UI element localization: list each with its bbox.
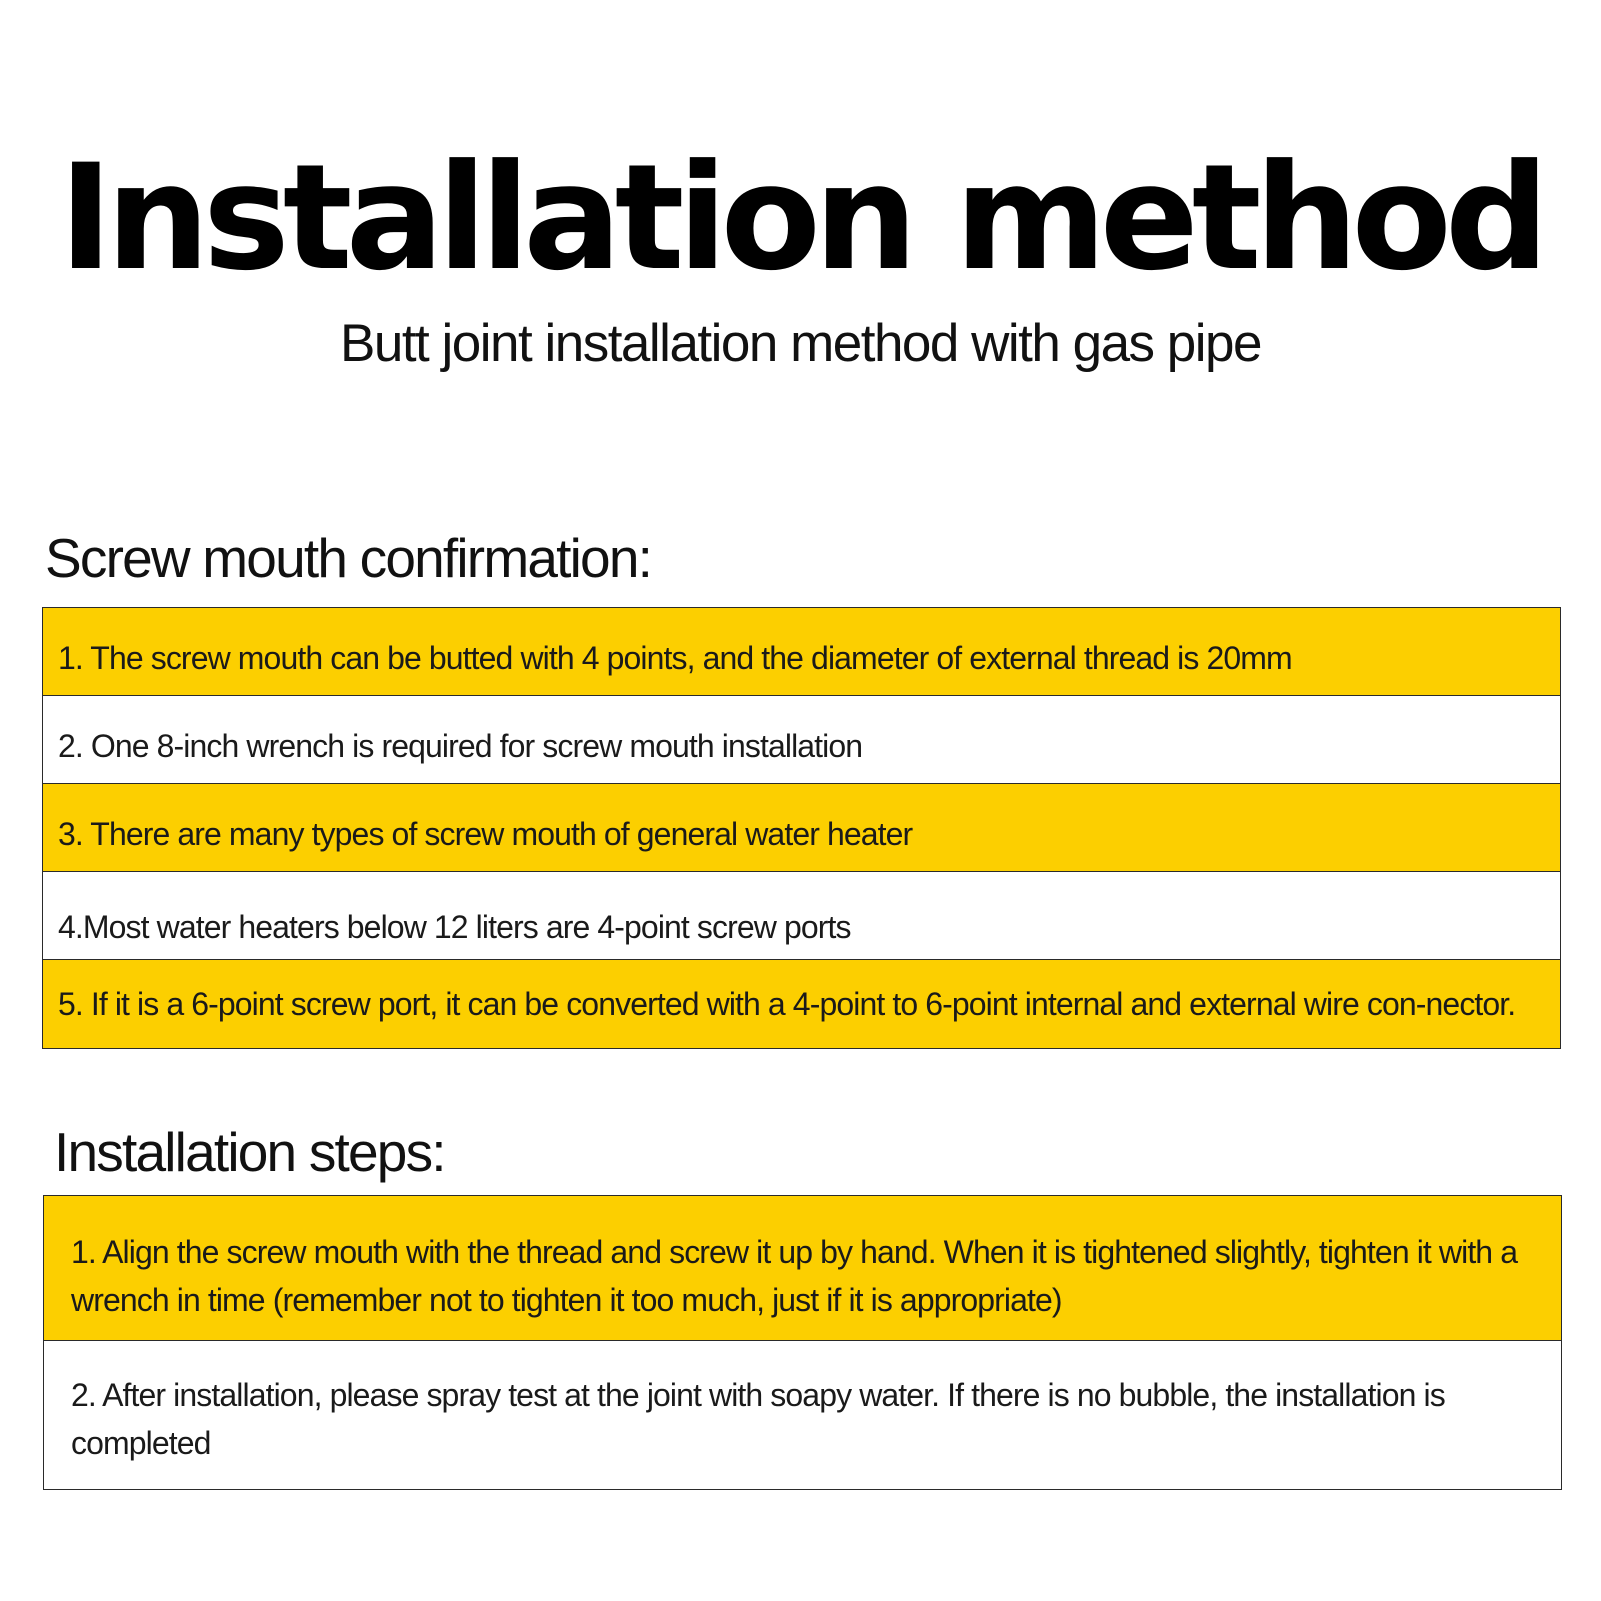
screw-mouth-item-2: 2. One 8-inch wrench is required for screw mouth installation — [43, 696, 1560, 784]
page-subtitle: Butt joint installation method with gas pipe — [340, 314, 1261, 373]
screw-mouth-item-5: 5. If it is a 6-point screw port, it can be converted with a 4-point to 6-point internal and external wire con-nector. — [43, 960, 1560, 1048]
installation-steps-table — [43, 1195, 1562, 1490]
page-title: Installation method — [58, 133, 1543, 303]
screw-mouth-heading: Screw mouth confirmation: — [45, 527, 652, 589]
screw-mouth-item-4: 4.Most water heaters below 12 liters are 4-point screw ports — [43, 872, 1560, 960]
screw-mouth-table — [42, 607, 1561, 1049]
installation-step-1: 1. Align the screw mouth with the thread and screw it up by hand. When it is tightened slightly, tighten it with a wrench in time (remember not to tighten it too much, just if it is appropriate) — [44, 1196, 1561, 1341]
screw-mouth-item-1: 1. The screw mouth can be butted with 4 points, and the diameter of external thread is 20mm — [43, 608, 1560, 696]
installation-step-2: 2. After installation, please spray test at the joint with soapy water. If there is no bubble, the installation is completed — [44, 1341, 1561, 1489]
installation-steps-heading: Installation steps: — [54, 1121, 445, 1183]
screw-mouth-item-3: 3. There are many types of screw mouth of general water heater — [43, 784, 1560, 872]
